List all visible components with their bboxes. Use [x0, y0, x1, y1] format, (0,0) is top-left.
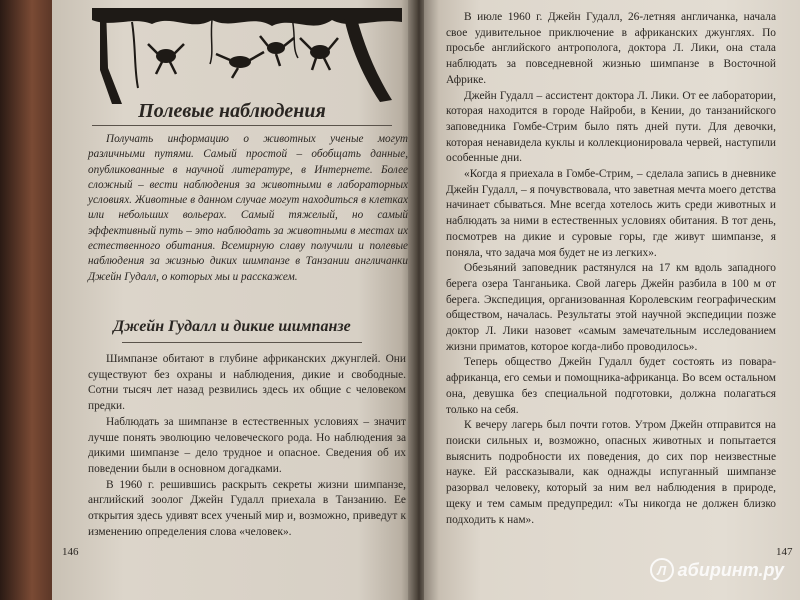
paragraph: Шимпанзе обитают в глубине африканских джунглей. Они существуют без охраны и наблюдения, дикие и свободные. Сотни тысяч лет назад резвились здесь их общие с человеком предки. [88, 353, 406, 413]
labirint-logo-icon: Л [650, 558, 674, 582]
paragraph: Джейн Гудалл – ассистент доктора Л. Лики. От ее лаборатории, которая находится в городе Найроби, в Кении, до танзанийского заповедника Гомбе-Стрим было пять дней пути. Для девочки, которая ненавидела куклы и коллекционировала червей, наступили особенные дни. [446, 89, 776, 165]
left-body-text [88, 352, 406, 540]
right-body-text [446, 10, 776, 528]
right-page [424, 0, 800, 600]
title-divider [92, 125, 392, 126]
italic-intro: Получать информацию о животных ученые могут различными путями. Самый простой – обобщать данные, опубликованные в научной литературе, в Интернете. Более сложный – вести наблюдения за животными в лабораторных условиях. Животные в данном случае могут находиться в клетках или небольших вольерах. Самый тяжелый, но самый эффективный путь – это наблюдать за животными в местах их естественного обитания. Всемирную славу получили и полевые наблюдения за жизнью диких шимпанзе в Танзании англичанки Джейн Гудалл, о которых мы и расскажем. [88, 133, 408, 283]
subsection-title: Джейн Гудалл и дикие шимпанзе [113, 318, 351, 335]
paragraph: Наблюдать за шимпанзе в естественных условиях – значит лучше понять эволюцию человеческого рода. Но наблюдения за дикими шимпанзе – дело трудное и опасное. Сведения об их поведении были в основном догадками. [88, 415, 406, 475]
labirint-watermark [650, 558, 784, 582]
watermark-text: абиринт.ру [677, 559, 784, 580]
paragraph: «Когда я приехала в Гомбе-Стрим, – сделала запись в дневнике Джейн Гудалл, – я почувствовала, что заветная мечта моего детства начинает сбываться. Мне всегда хотелось жить среди животных и наблюдать за ними в естественных условиях обитания. В тот день, посмотрев на дикие и суровые горы, где живут шимпанзе, я поняла, что задача моя будет не из легких». [446, 168, 776, 259]
section-title: Полевые наблюдения [138, 100, 326, 122]
paragraph: Теперь общество Джейн Гудалл будет состоять из повара-африканца, его семьи и помощника-африканца. Во всем остальном она, девушка без специальной подготовки, должна полагаться только на себя. [446, 356, 776, 416]
paragraph: В июле 1960 г. Джейн Гудалл, 26-летняя англичанка, начала свое удивительное приключение в африканских джунглях. По просьбе английского антрополога, доктора Л. Лики, она стала наблюдать за повседневной жизнью шимпанзе в Восточной Африке. [446, 11, 776, 86]
paragraph: В 1960 г. решившись раскрыть секреты жизни шимпанзе, английский зоолог Джейн Гудалл приехала в Танзанию. Ее открытия здесь удивят всех ученый мир и, возможно, приведут к изменению определения слова «человек». [88, 478, 406, 538]
left-page [52, 0, 412, 600]
subsection-divider [122, 342, 362, 343]
jungle-illustration [92, 8, 402, 108]
page-number-right: 147 [776, 546, 793, 558]
page-number-left: 146 [62, 546, 79, 558]
paragraph: Обезьяний заповедник растянулся на 17 км вдоль западного берега озера Танганьика. Свой лагерь Джейн разбила в 100 м от берега. Экспедиция, организованная Королевским географическим обществом, началась. Результаты этой научной экспедиции позже доктор Л. Лики назовет «самым замечательным исследованием жизни приматов, которое когда-либо проводилось». [446, 262, 776, 353]
paragraph: К вечеру лагерь был почти готов. Утром Джейн отправится на поиски сильных и, возможно, опасных животных и попытается выяснить подробности их поведения, до сих пор неизвестные науке. Ей рассказывали, как однажды испуганный шимпанзе разорвал человеку, который за ним вел наблюдения в природе, щеку и тем самым предупредил: «Ты никогда не должен близко подходить к нам». [446, 419, 776, 526]
